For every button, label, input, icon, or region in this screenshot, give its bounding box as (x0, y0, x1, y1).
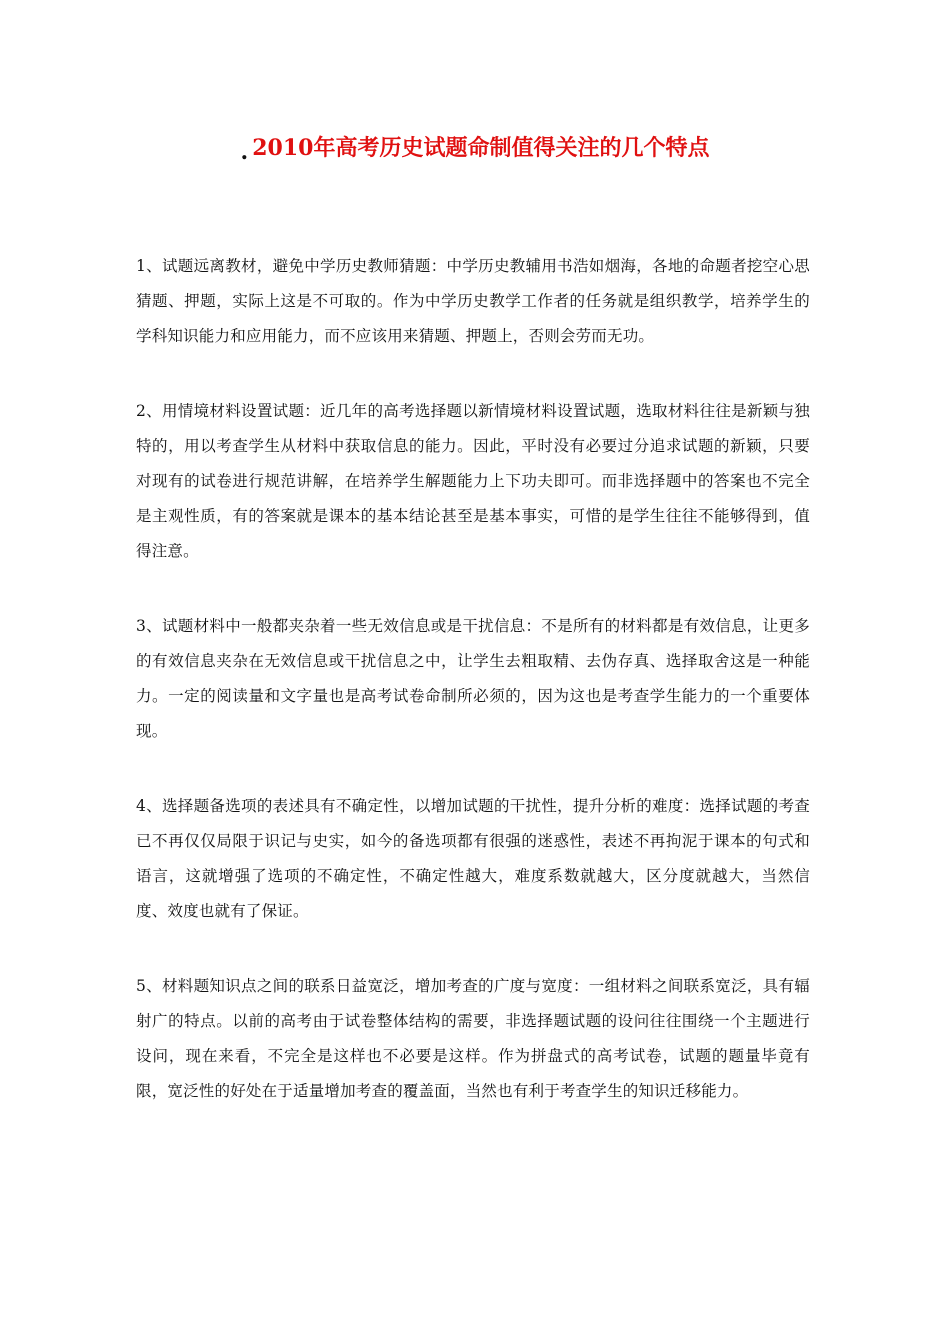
title-row (0, 130, 950, 170)
title-marker: . (240, 139, 249, 165)
paragraph-5: 5、材料题知识点之间的联系日益宽泛，增加考查的广度与宽度：一组材料之间联系宽泛，具有辐射广的特点。以前的高考由于试卷整体结构的需要，非选择题试题的设问往往围绕一个主题进行设问，现在来看，不完全是这样也不必要是这样。作为拼盘式的高考试卷，试题的题量毕竟有限，宽泛性的好处在于适量增加考查的覆盖面，当然也有利于考查学生的知识迁移能力。 (136, 977, 810, 1100)
paragraph-1: 1、试题远离教材，避免中学历史教师猜题：中学历史教辅用书浩如烟海，各地的命题者挖空心思猜题、押题，实际上这是不可取的。作为中学历史教学工作者的任务就是组织教学，培养学生的学科知识能力和应用能力，而不应该用来猜题、押题上，否则会劳而无功。 (136, 257, 810, 345)
document-body (136, 249, 810, 1149)
paragraph-2: 2、用情境材料设置试题：近几年的高考选择题以新情境材料设置试题，选取材料往往是新颖与独特的，用以考查学生从材料中获取信息的能力。因此，平时没有必要过分追求试题的新颖，只要对现有的试卷进行规范讲解，在培养学生解题能力上下功夫即可。而非选择题中的答案也不完全是主观性质，有的答案就是课本的基本结论甚至是基本事实，可惜的是学生往往不能够得到，值得注意。 (136, 402, 810, 560)
document-title: 2010年高考历史试题命制值得关注的几个特点 (252, 135, 710, 161)
paragraph-4: 4、选择题备选项的表述具有不确定性，以增加试题的干扰性，提升分析的难度：选择试题的考查已不再仅仅局限于识记与史实，如今的备选项都有很强的迷惑性，表述不再拘泥于课本的句式和语言，这就增强了选项的不确定性，不确定性越大，难度系数就越大，区分度就越大，当然信度、效度也就有了保证。 (136, 797, 810, 920)
paragraph-3: 3、试题材料中一般都夹杂着一些无效信息或是干扰信息：不是所有的材料都是有效信息，让更多的有效信息夹杂在无效信息或干扰信息之中，让学生去粗取精、去伪存真、选择取舍这是一种能力。一定的阅读量和文字量也是高考试卷命制所必须的，因为这也是考查学生能力的一个重要体现。 (136, 617, 810, 740)
